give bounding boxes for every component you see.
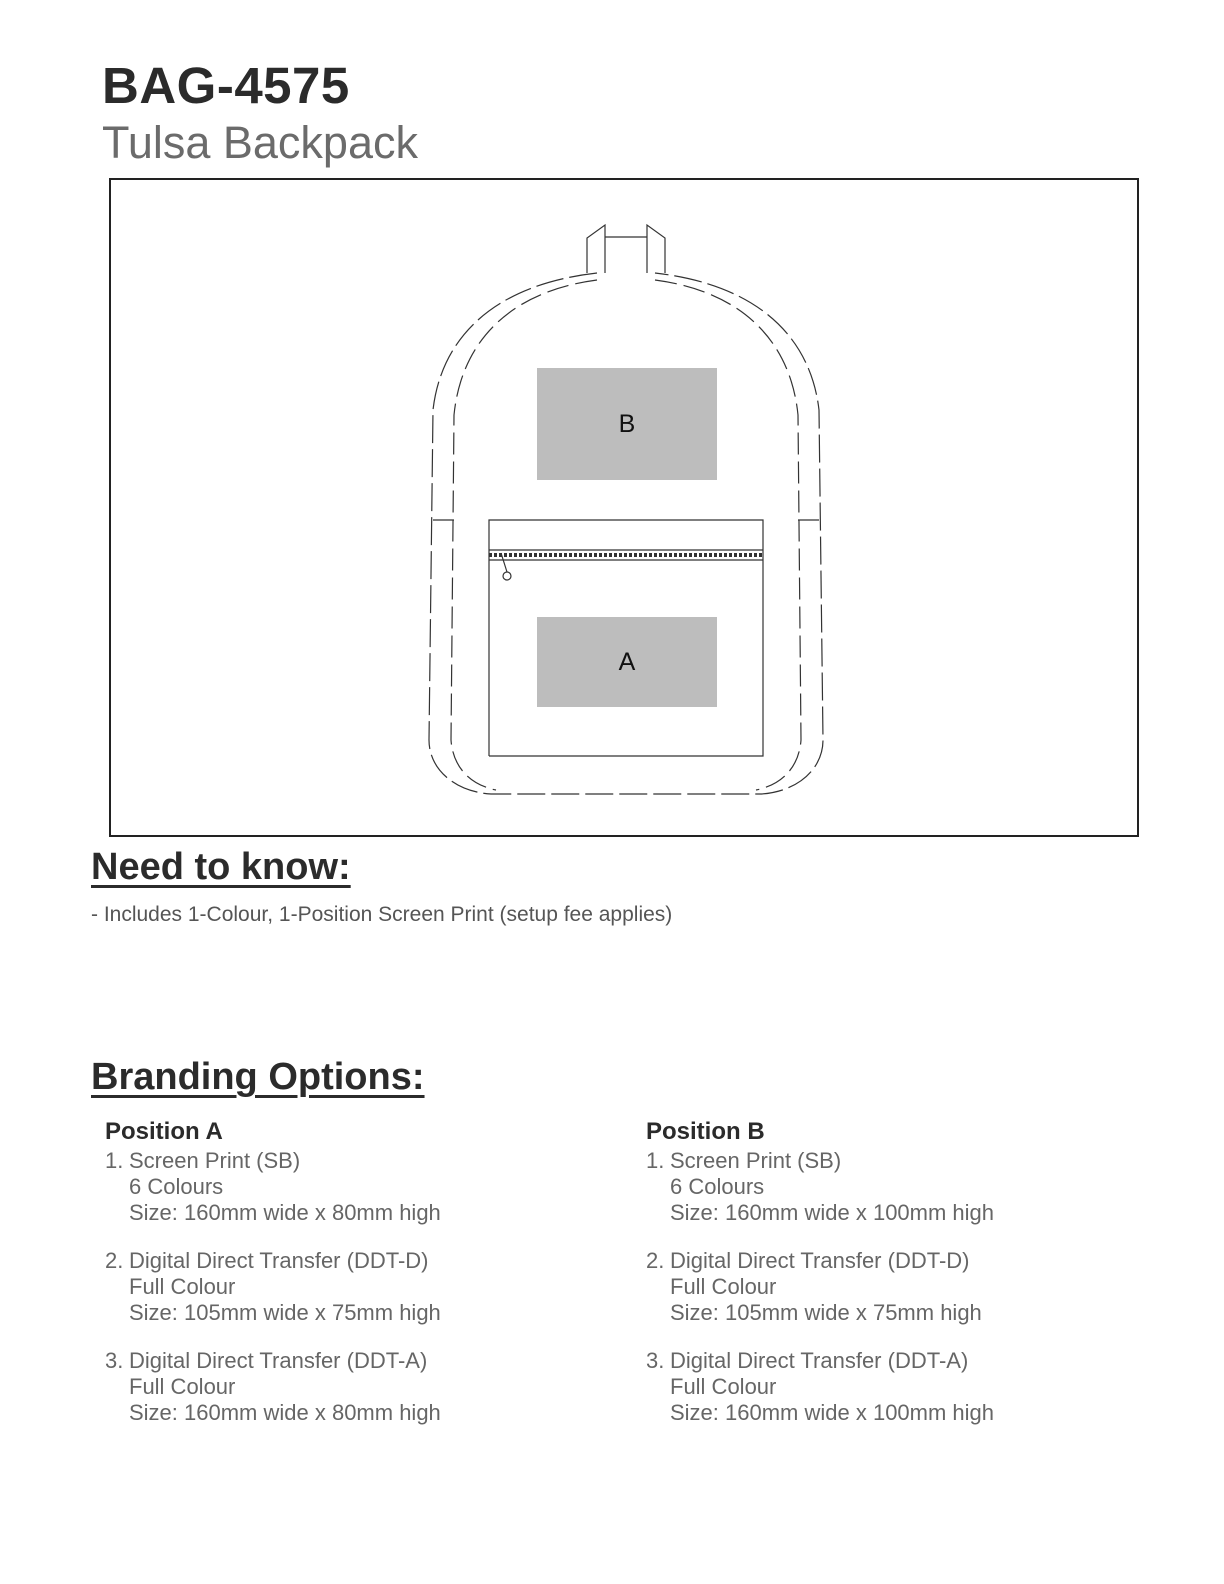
position-b-column [646, 1118, 1126, 1448]
position-a-column [105, 1118, 585, 1448]
position-b-option-3 [646, 1348, 1126, 1426]
option-method: Screen Print (SB) [670, 1148, 842, 1173]
option-colours: Full Colour [670, 1374, 777, 1399]
option-number: 3. [105, 1348, 124, 1373]
option-size: Size: 105mm wide x 75mm high [670, 1300, 982, 1325]
option-number: 3. [646, 1348, 665, 1373]
product-name: Tulsa Backpack [102, 117, 418, 168]
print-area-position-b: B [537, 368, 717, 480]
option-number: 2. [105, 1248, 124, 1273]
product-sku: BAG-4575 [102, 57, 350, 114]
position-a-option-3 [105, 1348, 585, 1426]
option-colours: Full Colour [129, 1374, 236, 1399]
option-colours: Full Colour [129, 1274, 236, 1299]
position-b-option-1 [646, 1148, 1126, 1226]
option-size: Size: 160mm wide x 100mm high [670, 1400, 995, 1425]
option-size: Size: 160mm wide x 80mm high [129, 1200, 441, 1225]
option-method: Digital Direct Transfer (DDT-A) [670, 1348, 969, 1373]
option-colours: Full Colour [670, 1274, 777, 1299]
branding-options-heading: Branding Options: [91, 1056, 425, 1098]
position-a-title: Position A [105, 1118, 223, 1145]
option-method: Screen Print (SB) [129, 1148, 301, 1173]
need-to-know-heading: Need to know: [91, 846, 351, 888]
need-to-know-item: - Includes 1-Colour, 1-Position Screen Print (setup fee applies) [91, 903, 673, 926]
position-a-option-2 [105, 1248, 585, 1326]
option-number: 1. [105, 1148, 124, 1173]
option-method: Digital Direct Transfer (DDT-D) [670, 1248, 970, 1273]
option-size: Size: 105mm wide x 75mm high [129, 1300, 441, 1325]
position-b-option-2 [646, 1248, 1126, 1326]
option-colours: 6 Colours [129, 1174, 224, 1199]
position-a-option-1 [105, 1148, 585, 1226]
backpack-outline-drawing [111, 180, 1137, 835]
option-number: 2. [646, 1248, 665, 1273]
option-colours: 6 Colours [670, 1174, 765, 1199]
option-method: Digital Direct Transfer (DDT-D) [129, 1248, 429, 1273]
option-size: Size: 160mm wide x 100mm high [670, 1200, 995, 1225]
print-area-position-a: A [537, 617, 717, 707]
option-method: Digital Direct Transfer (DDT-A) [129, 1348, 428, 1373]
position-b-title: Position B [646, 1118, 765, 1145]
option-size: Size: 160mm wide x 80mm high [129, 1400, 441, 1425]
product-diagram [109, 178, 1139, 837]
option-number: 1. [646, 1148, 665, 1173]
